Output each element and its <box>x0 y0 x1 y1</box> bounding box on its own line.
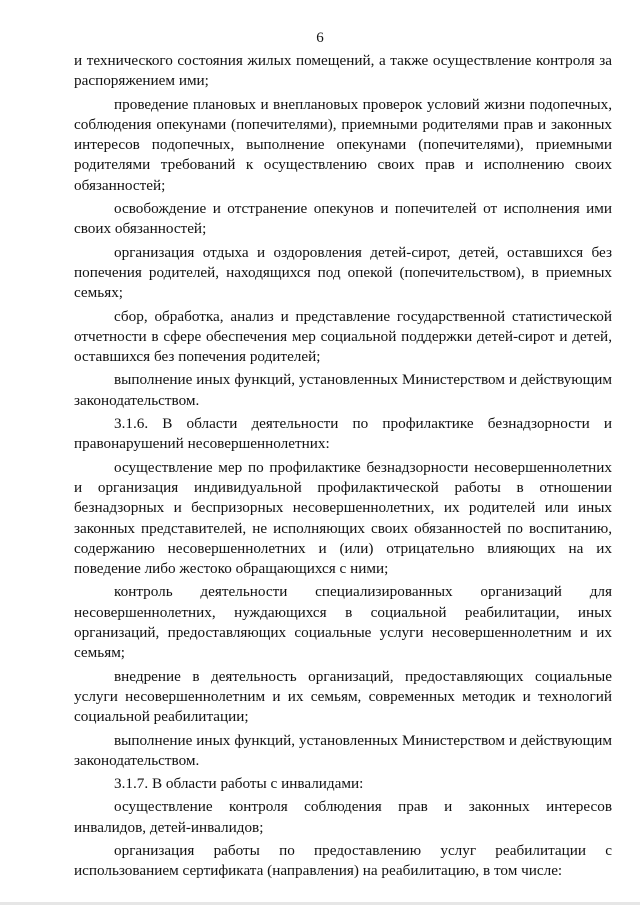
paragraph: осуществление мер по профилактике безнадзорности несовершеннолетних и организация индивидуальной профилактической работы в отношении безнадзорных и беспризорных несовершеннолетних, их родителей или иных законных представителей, не исполняющих своих обязанностей по воспитанию, содержанию несовершеннолетних и (или) отрицательно влияющих на их поведение либо жестоко обращающихся с ними; <box>74 458 612 578</box>
paragraph: осуществление контроля соблюдения прав и законных интересов инвалидов, детей-инвалидов; <box>74 798 612 836</box>
section-heading-3-1-6: 3.1.6. В области деятельности по профилактике безнадзорности и правонарушений несовершеннолетних: <box>74 415 612 453</box>
paragraph: организация работы по предоставлению услуг реабилитации с использованием сертификата (направления) на реабилитацию, в том числе: <box>74 841 612 880</box>
section-heading-3-1-7: 3.1.7. В области работы с инвалидами: <box>114 775 364 793</box>
paragraph: контроль деятельности специализированных организаций для несовершеннолетних, нуждающихся в социальной реабилитации, иных организаций, предоставляющих социальные услуги несовершеннолетним и их семьям; <box>74 583 612 662</box>
paragraph: сбор, обработка, анализ и представление государственной статистической отчетности в сфере обеспечения мер социальной поддержки детей-сирот и детей, оставшихся без попечения родителей; <box>74 307 612 366</box>
paragraph: проведение плановых и внеплановых проверок условий жизни подопечных, соблюдения опекунами (попечителями), приемными родителями прав и законных интересов подопечных, выполнение опекунами (попечителями), приемными родителями требований к осуществлению своих прав и исполнению своих обязанностей; <box>74 95 612 194</box>
document-body <box>74 51 612 882</box>
page-number: 6 <box>316 30 324 46</box>
paragraph: внедрение в деятельность организаций, предоставляющих социальные услуги несовершеннолетним и их семьям, современных методик и технологий социальной реабилитации; <box>74 667 612 726</box>
paragraph: выполнение иных функций, установленных Министерством и действующим законодательством. <box>74 371 612 409</box>
paragraph: организация отдыха и оздоровления детей-сирот, детей, оставшихся без попечения родителей, находящихся под опекой (попечительством), в приемных семьях; <box>74 243 612 302</box>
paragraph: выполнение иных функций, установленных Министерством и действующим законодательством. <box>74 731 612 769</box>
paragraph: освобождение и отстранение опекунов и попечителей от исполнения ими своих обязанностей; <box>74 200 612 238</box>
paragraph: и технического состояния жилых помещений, а также осуществление контроля за распоряжением ими; <box>74 52 612 90</box>
